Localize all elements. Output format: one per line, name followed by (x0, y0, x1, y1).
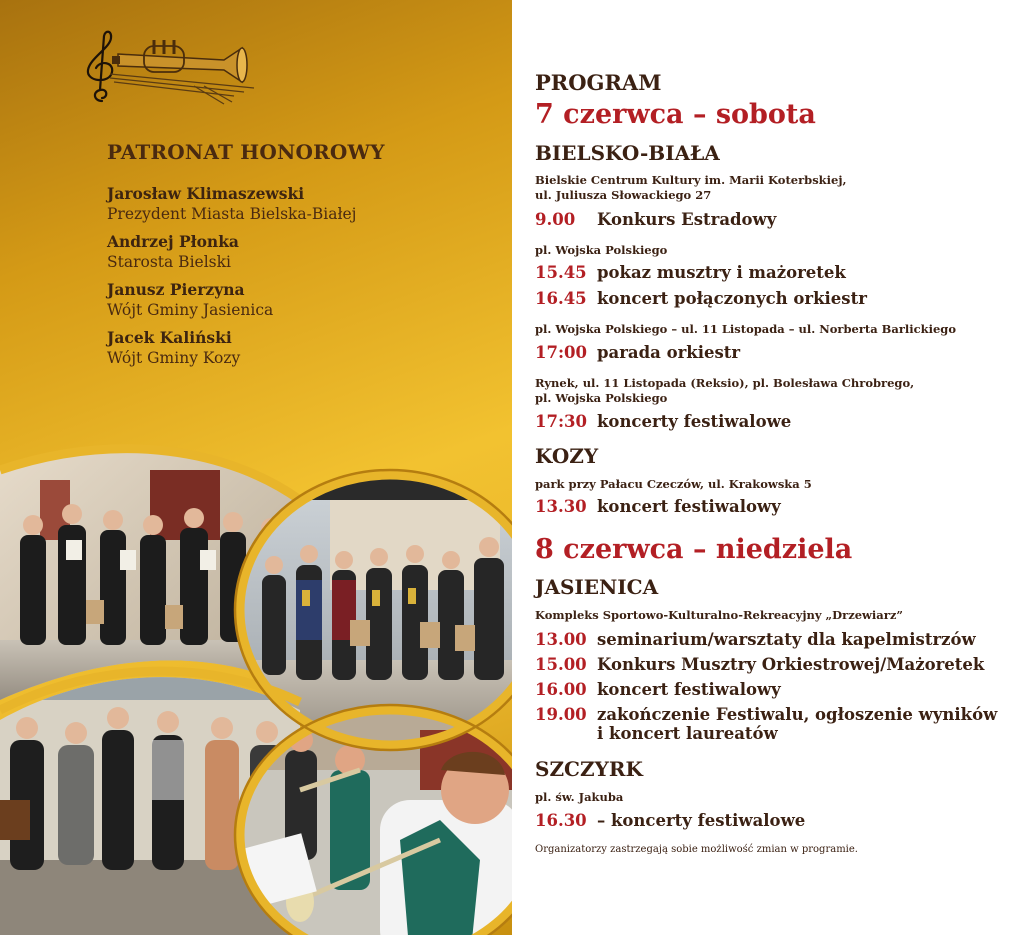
event-title: pokaz musztry i mażoretek (597, 263, 846, 282)
program-title: PROGRAM (535, 70, 662, 95)
program-panel (512, 0, 1024, 935)
event-time: 16.30 (535, 811, 587, 830)
event-title-line: zakończenie Festiwalu, ogłoszenie wyników (597, 705, 998, 724)
event-title: koncerty festiwalowe (597, 412, 792, 431)
location-drzewiarz: Kompleks Sportowo-Kulturalno-Rekreacyjny „Drzewiarz” (535, 608, 903, 622)
location-line: ul. Juliusza Słowackiego 27 (535, 188, 712, 202)
event-row (535, 263, 846, 282)
disclaimer-note: Organizatorzy zastrzegają sobie możliwość zmian w programie. (535, 844, 858, 855)
event-time: 16.00 (535, 680, 587, 699)
event-row (535, 811, 805, 830)
event-row (535, 705, 997, 743)
event-time: 17:30 (535, 412, 588, 431)
location-palac-czeczow: park przy Pałacu Czeczów, ul. Krakowska 5 (535, 477, 812, 491)
patron-entry (107, 327, 487, 369)
city-heading-szczyrk: SZCZYRK (535, 757, 643, 781)
event-row (535, 412, 791, 431)
event-time: 9.00 (535, 210, 576, 229)
event-row (535, 655, 984, 674)
event-title: koncert festiwalowy (597, 680, 781, 699)
event-time: 13.00 (535, 630, 587, 649)
date-heading-day1: 7 czerwca – sobota (535, 99, 816, 130)
event-title: koncert festiwalowy (597, 497, 781, 516)
event-row (535, 343, 740, 362)
patron-name: Jacek Kaliński (107, 328, 232, 347)
patron-role: Wójt Gminy Kozy (107, 349, 241, 367)
event-title (597, 705, 997, 743)
city-heading-bielsko-biala: BIELSKO-BIAŁA (535, 141, 720, 165)
patron-entry (107, 231, 487, 273)
city-heading-kozy: KOZY (535, 444, 599, 468)
event-time: 15.00 (535, 655, 587, 674)
event-row (535, 210, 776, 229)
patron-title: PATRONAT HONOROWY (107, 140, 385, 164)
date-heading-day2: 8 czerwca – niedziela (535, 534, 853, 565)
event-time: 17:00 (535, 343, 588, 362)
patron-entry (107, 183, 487, 225)
patron-entry (107, 279, 487, 321)
patron-name: Jarosław Klimaszewski (107, 184, 305, 203)
event-title: Konkurs Musztry Orkiestrowej/Mażoretek (597, 655, 985, 674)
photo-collage (0, 440, 512, 935)
event-row (535, 680, 781, 699)
event-title: parada orkiestr (597, 343, 741, 362)
event-title: – koncerty festiwalowe (597, 811, 806, 830)
event-row (535, 497, 781, 516)
location-pl-wojska: pl. Wojska Polskiego (535, 243, 668, 257)
event-title: Konkurs Estradowy (597, 210, 777, 229)
patron-name: Andrzej Płonka (107, 232, 239, 251)
event-title: koncert połączonych orkiestr (597, 289, 867, 308)
event-title-line: i koncert laureatów (597, 724, 778, 743)
location-pl-sw-jakuba: pl. św. Jakuba (535, 790, 624, 804)
city-heading-jasienica: JASIENICA (535, 575, 659, 599)
event-time: 16.45 (535, 289, 587, 308)
location-bck (535, 173, 847, 203)
location-line: Bielskie Centrum Kultury im. Marii Koterbskiej, (535, 173, 847, 187)
event-row (535, 289, 867, 308)
event-title: seminarium/warsztaty dla kapelmistrzów (597, 630, 976, 649)
patron-name: Janusz Pierzyna (107, 280, 245, 299)
patron-role: Wójt Gminy Jasienica (107, 301, 274, 319)
event-row (535, 630, 976, 649)
event-time: 19.00 (535, 705, 587, 724)
location-line: Rynek, ul. 11 Listopada (Reksio), pl. Bolesława Chrobrego, (535, 376, 915, 390)
treble-clef-trumpet-icon (74, 26, 264, 106)
patron-list (107, 183, 487, 375)
patron-role: Starosta Bielski (107, 253, 231, 271)
location-parade-route: pl. Wojska Polskiego – ul. 11 Listopada – ul. Norberta Barlickiego (535, 322, 956, 336)
location-rynek (535, 376, 914, 406)
event-time: 13.30 (535, 497, 587, 516)
event-time: 15.45 (535, 263, 587, 282)
patron-role: Prezydent Miasta Bielska-Białej (107, 205, 357, 223)
location-line: pl. Wojska Polskiego (535, 391, 668, 405)
